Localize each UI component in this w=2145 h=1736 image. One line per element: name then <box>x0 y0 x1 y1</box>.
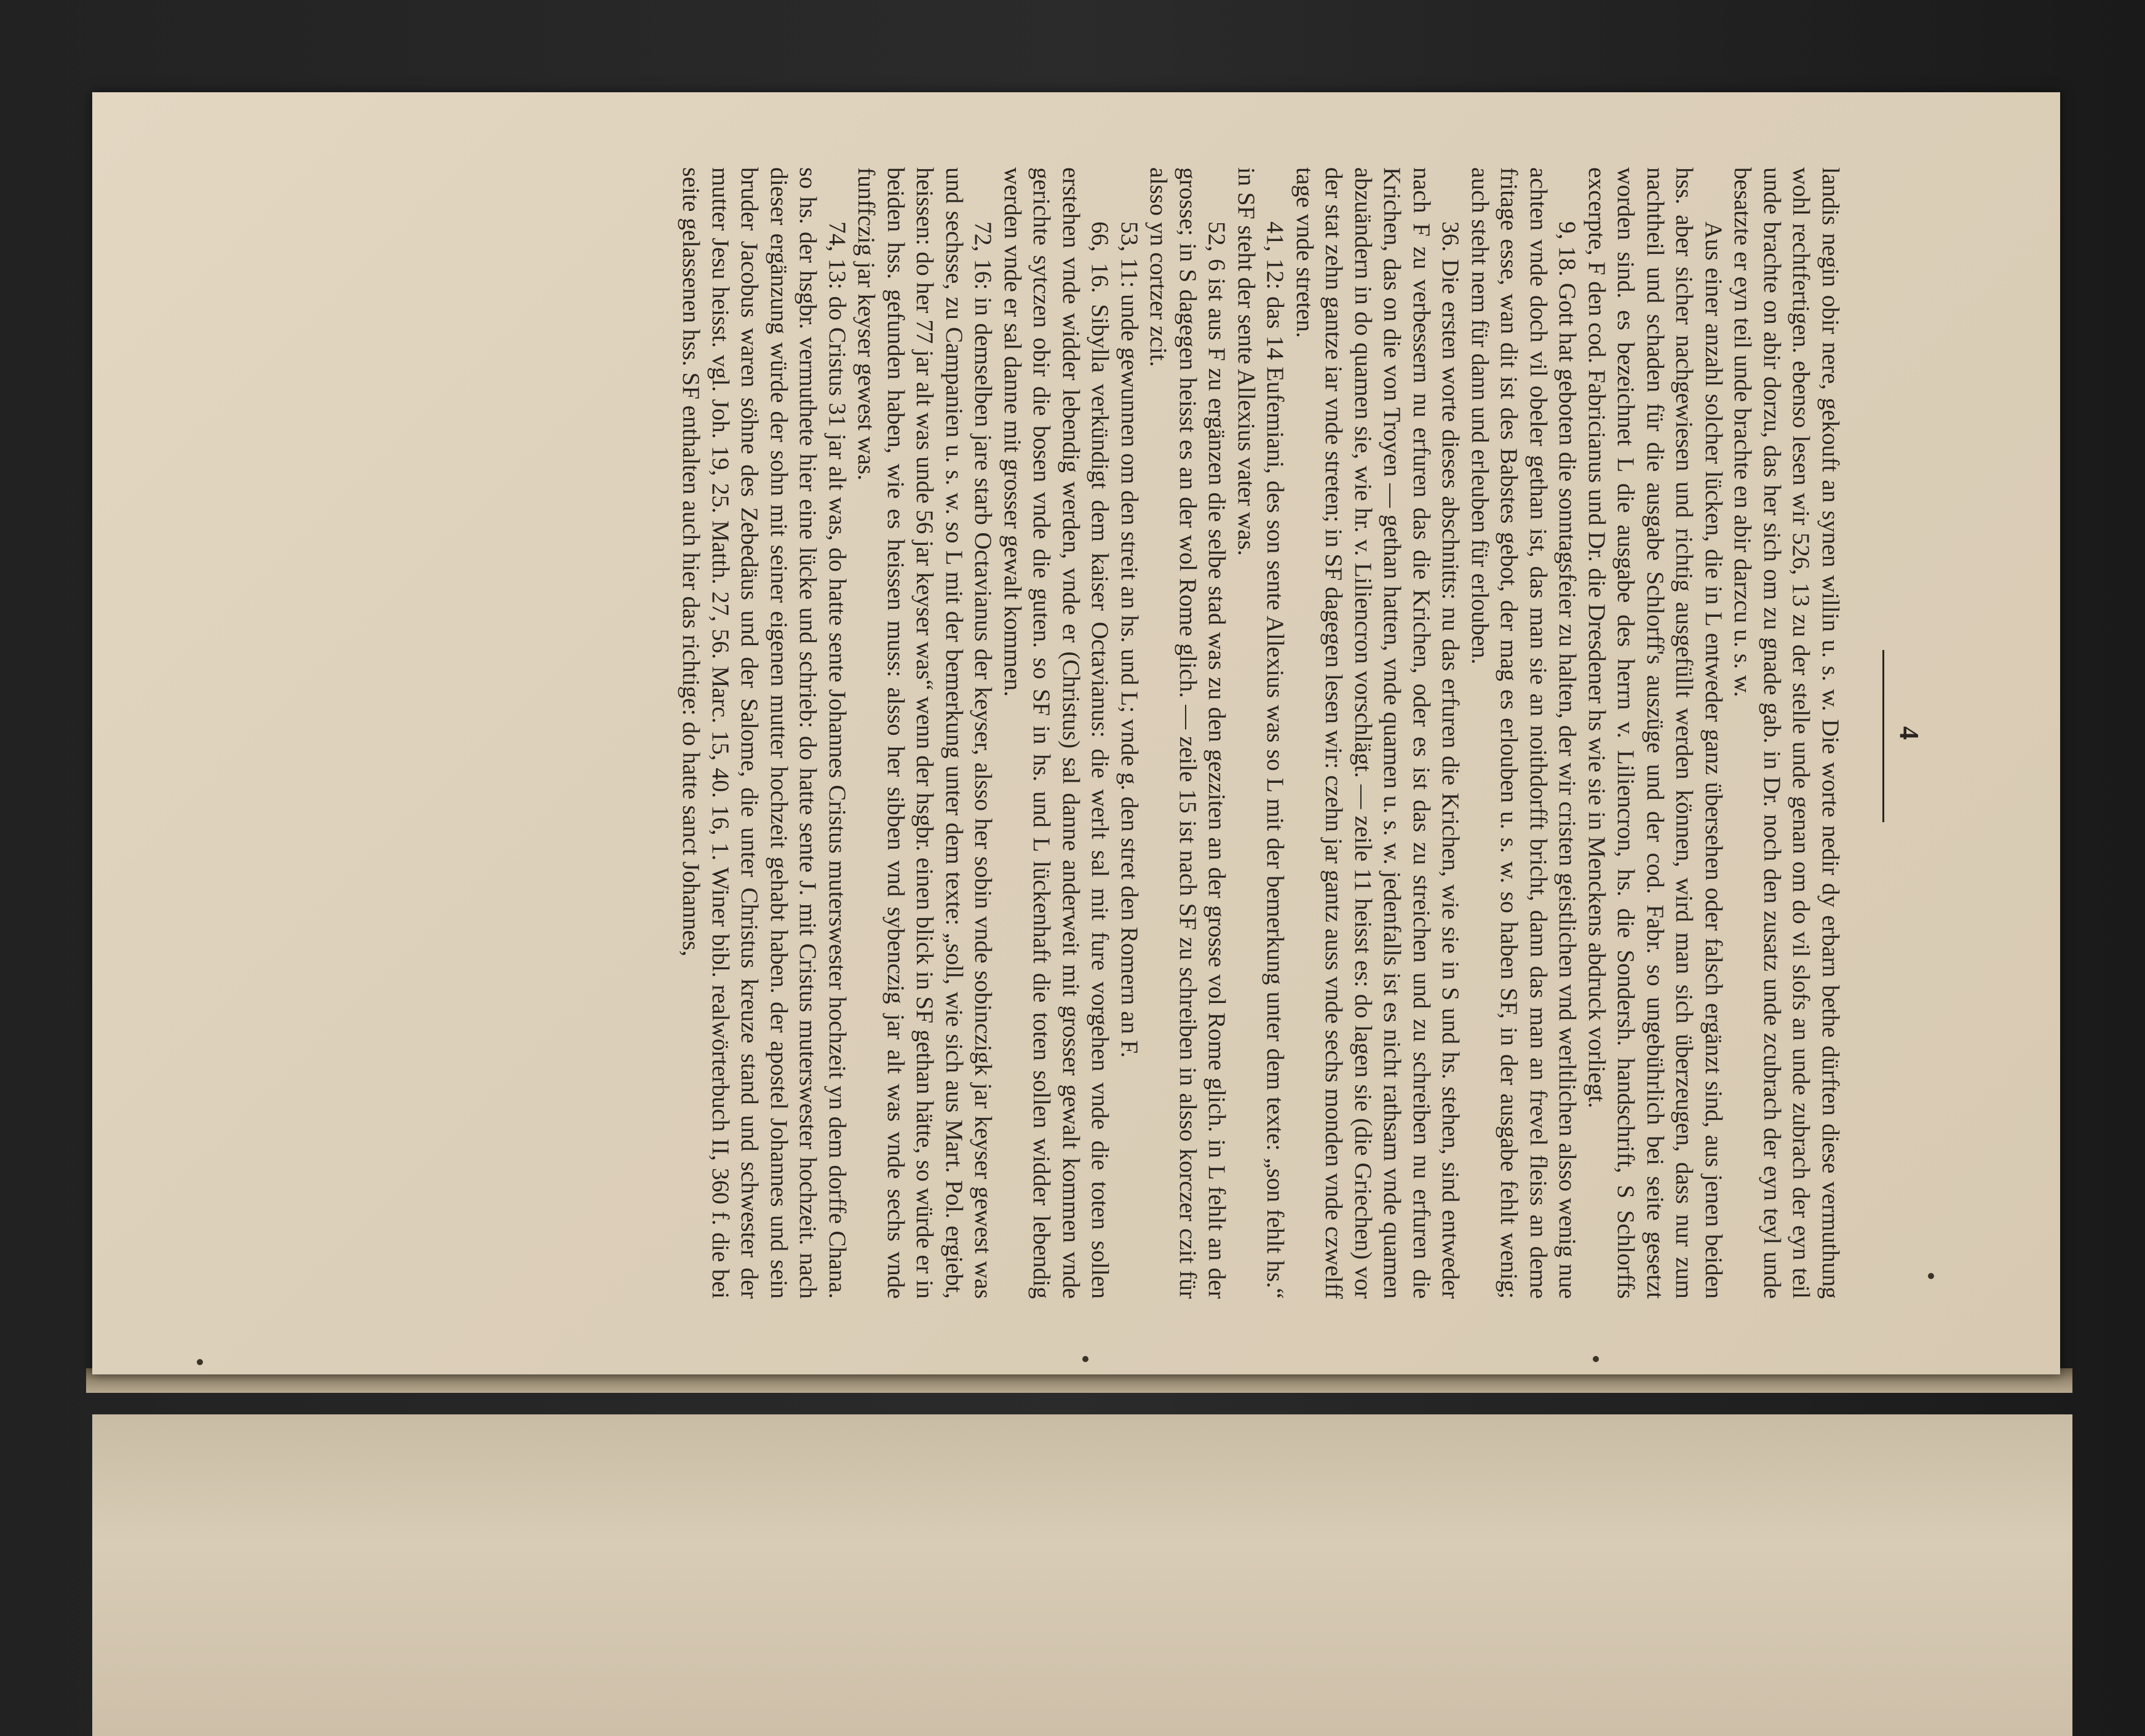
paragraph: landis negin obir nere, gekouft an synen willin u. s. w. Die worte nedir dy erbarn bethe dürften diese vermuthung wohl rechtfertigen. ebenso lesen wir 526, 13 zu der stelle unde genan om do vil slofs an unde zubrach der eyn teil unde brachte on abir dorzu, das her sich om zu gnade gab. in Dr. noch den zusatz unde zcubrach der eyn teyl unde besatzte er eyn teil unde brachte en abir darzcu u. s. w. <box>1729 167 1844 1299</box>
book-page <box>92 92 2060 1374</box>
paragraph: 72, 16: in demselben jare starb Octavianus der keyser, alsso her sobin vnde sobinczigk jar keyser gewest was und sechsse, zu Campanien u. s. w. so L mit der bemerkung unter dem texte: „soll, wie sich aus Mart. Pol. ergiebt, heissen: do her 77 jar alt was unde 56 jar keyser was“ wenn der hsgbr. einen blick in SF gethan hätte, so würde er in beiden hss. gefunden haben, wie es heissen muss: alsso her sibben vnd sybenczig jar alt was vnde sechs vnde funffczig jar keyser gewest was. <box>853 167 997 1299</box>
paragraph: 53, 11: unde gewunnen om den streit an hs. und L; vnde g. den stret den Romern an F. <box>1116 221 1143 1058</box>
page-number: 4 <box>1894 726 1924 740</box>
page-speck <box>1082 1356 1088 1362</box>
page-speck <box>1593 1356 1599 1362</box>
page-speck <box>197 1359 203 1365</box>
paragraph: 52, 6 ist aus F zu ergänzen die selbe stad was zu den gezziten an der grosse vol Rome glich. in L fehlt an der grosse; in S dagegen heisst es an der wol Rome glich. — zeile 15 ist nach SF zu schreiben in alsso korczer czit für alsso yn cortzer zcit. <box>1145 167 1231 1299</box>
paragraph: Aus einer anzahl solcher lücken, die in L entweder ganz übersehen oder falsch ergänzt sind, aus jenen beiden hss. aber sicher nachgewiesen und richtig ausgefüllt werden können, wird man sich überzeugen, dass nur zum nachtheil und schaden für die ausgabe Schlorff's auszüge und der cod. Fabr. so ungebührlich bei seite gesetzt worden sind. es bezeichnet L die ausgabe des herrn v. Liliencron, hs. die Sondersh. handschrift, S Schlorffs excerpte, F den cod. Fabricianus und Dr. die Dresdener hs wie sie in Menckens abdruck vorliegt. <box>1584 167 1727 1299</box>
facing-page <box>92 1414 2072 1736</box>
header-rule <box>1882 650 1884 822</box>
paragraph: 36. Die ersten worte dieses abschnitts: nu das erfuren die Krichen, wie sie in S und hs. stehen, sind entweder nach F zu verbessern nu erfuren das die Krichen, oder es ist das zu streichen und zu schreiben nu erfuren die Krichen, das on die von Troyen — gethan hatten, vnde quamen u. s. w. jedenfalls ist es nicht rathsam vnde quamen abzuändern in do quamen sie, wie hr. v. Liliencron vorschlägt. — zeile 11 heisst es: do lagen sie (die Griechen) vor der stat zehn gantze iar vnde streten; in SF dagegen lesen wir: czehn jar gantz auss vnde sechs monden vnde czwelff tage vnde streten. <box>1291 167 1465 1299</box>
paragraph: 74, 13: do Cristus 31 jar alt was, do hatte sente Johannes Cristus muterswester hochzeit yn dem dorffe Chana. so hs. der hsgbr. vermuthete hier eine lücke und schrieb: do hatte sente J. mit Cristus muterswester hochzeit. nach dieser ergänzung würde der sohn mit seiner eigenen mutter hochzeit gehabt haben. der apostel Johannes und sein bruder Jacobus waren söhne des Zebedäus und der Salome, die unter Christus kreuze stand und schwester der mutter Jesu heisst. vgl. Joh. 19, 25. Matth. 27, 56. Marc. 15, 40. 16, 1. Winer bibl. realwörterbuch II, 360 f. die bei seite gelassenen hss. SF enthalten auch hier das richtige: do hatte sanct Johannes, <box>678 167 851 1299</box>
paragraph: 41, 12: das 14 Eufemiani, des son sente Allexius was so L mit der bemerkung unter dem texte: „son fehlt hs.“ in SF steht der sente Allexius vater was. <box>1233 167 1290 1299</box>
paragraph: 9, 18. Gott hat geboten die sonntagsfeier zu halten, der wir cristen geistlichen vnd werltlichen alsso wenig nue achten vnde doch vil obeler gethan ist, das man sie an noithdorfft bricht, dann das man an frevel fleiss an deme fritage esse, wan dit ist des Babstes gebot, der mag es erlouben u. s. w. so haben SF, in der ausgabe fehlt wenig; auch steht nem für dann und erleuben für erlouben. <box>1467 167 1582 1299</box>
page-speck <box>1928 1273 1934 1279</box>
paragraph: 66, 16. Sibylla verkündigt dem kaiser Octavianus: die werlt sal mit fure vorgehen vnde die toten sollen erstehen vnde widder lebendig werden, vnde er (Christus) sal danne anderweit mit grosser gewalt kommen vnde gerichte sytczen obir die bosen vnde die guten. so SF in hs. und L lückenhaft die toten sollen widder lebendig werden vnde er sal danne mit grosser gewalt kommen. <box>999 167 1114 1299</box>
rotated-text-block <box>191 149 1962 1317</box>
body-text <box>676 167 1845 1299</box>
